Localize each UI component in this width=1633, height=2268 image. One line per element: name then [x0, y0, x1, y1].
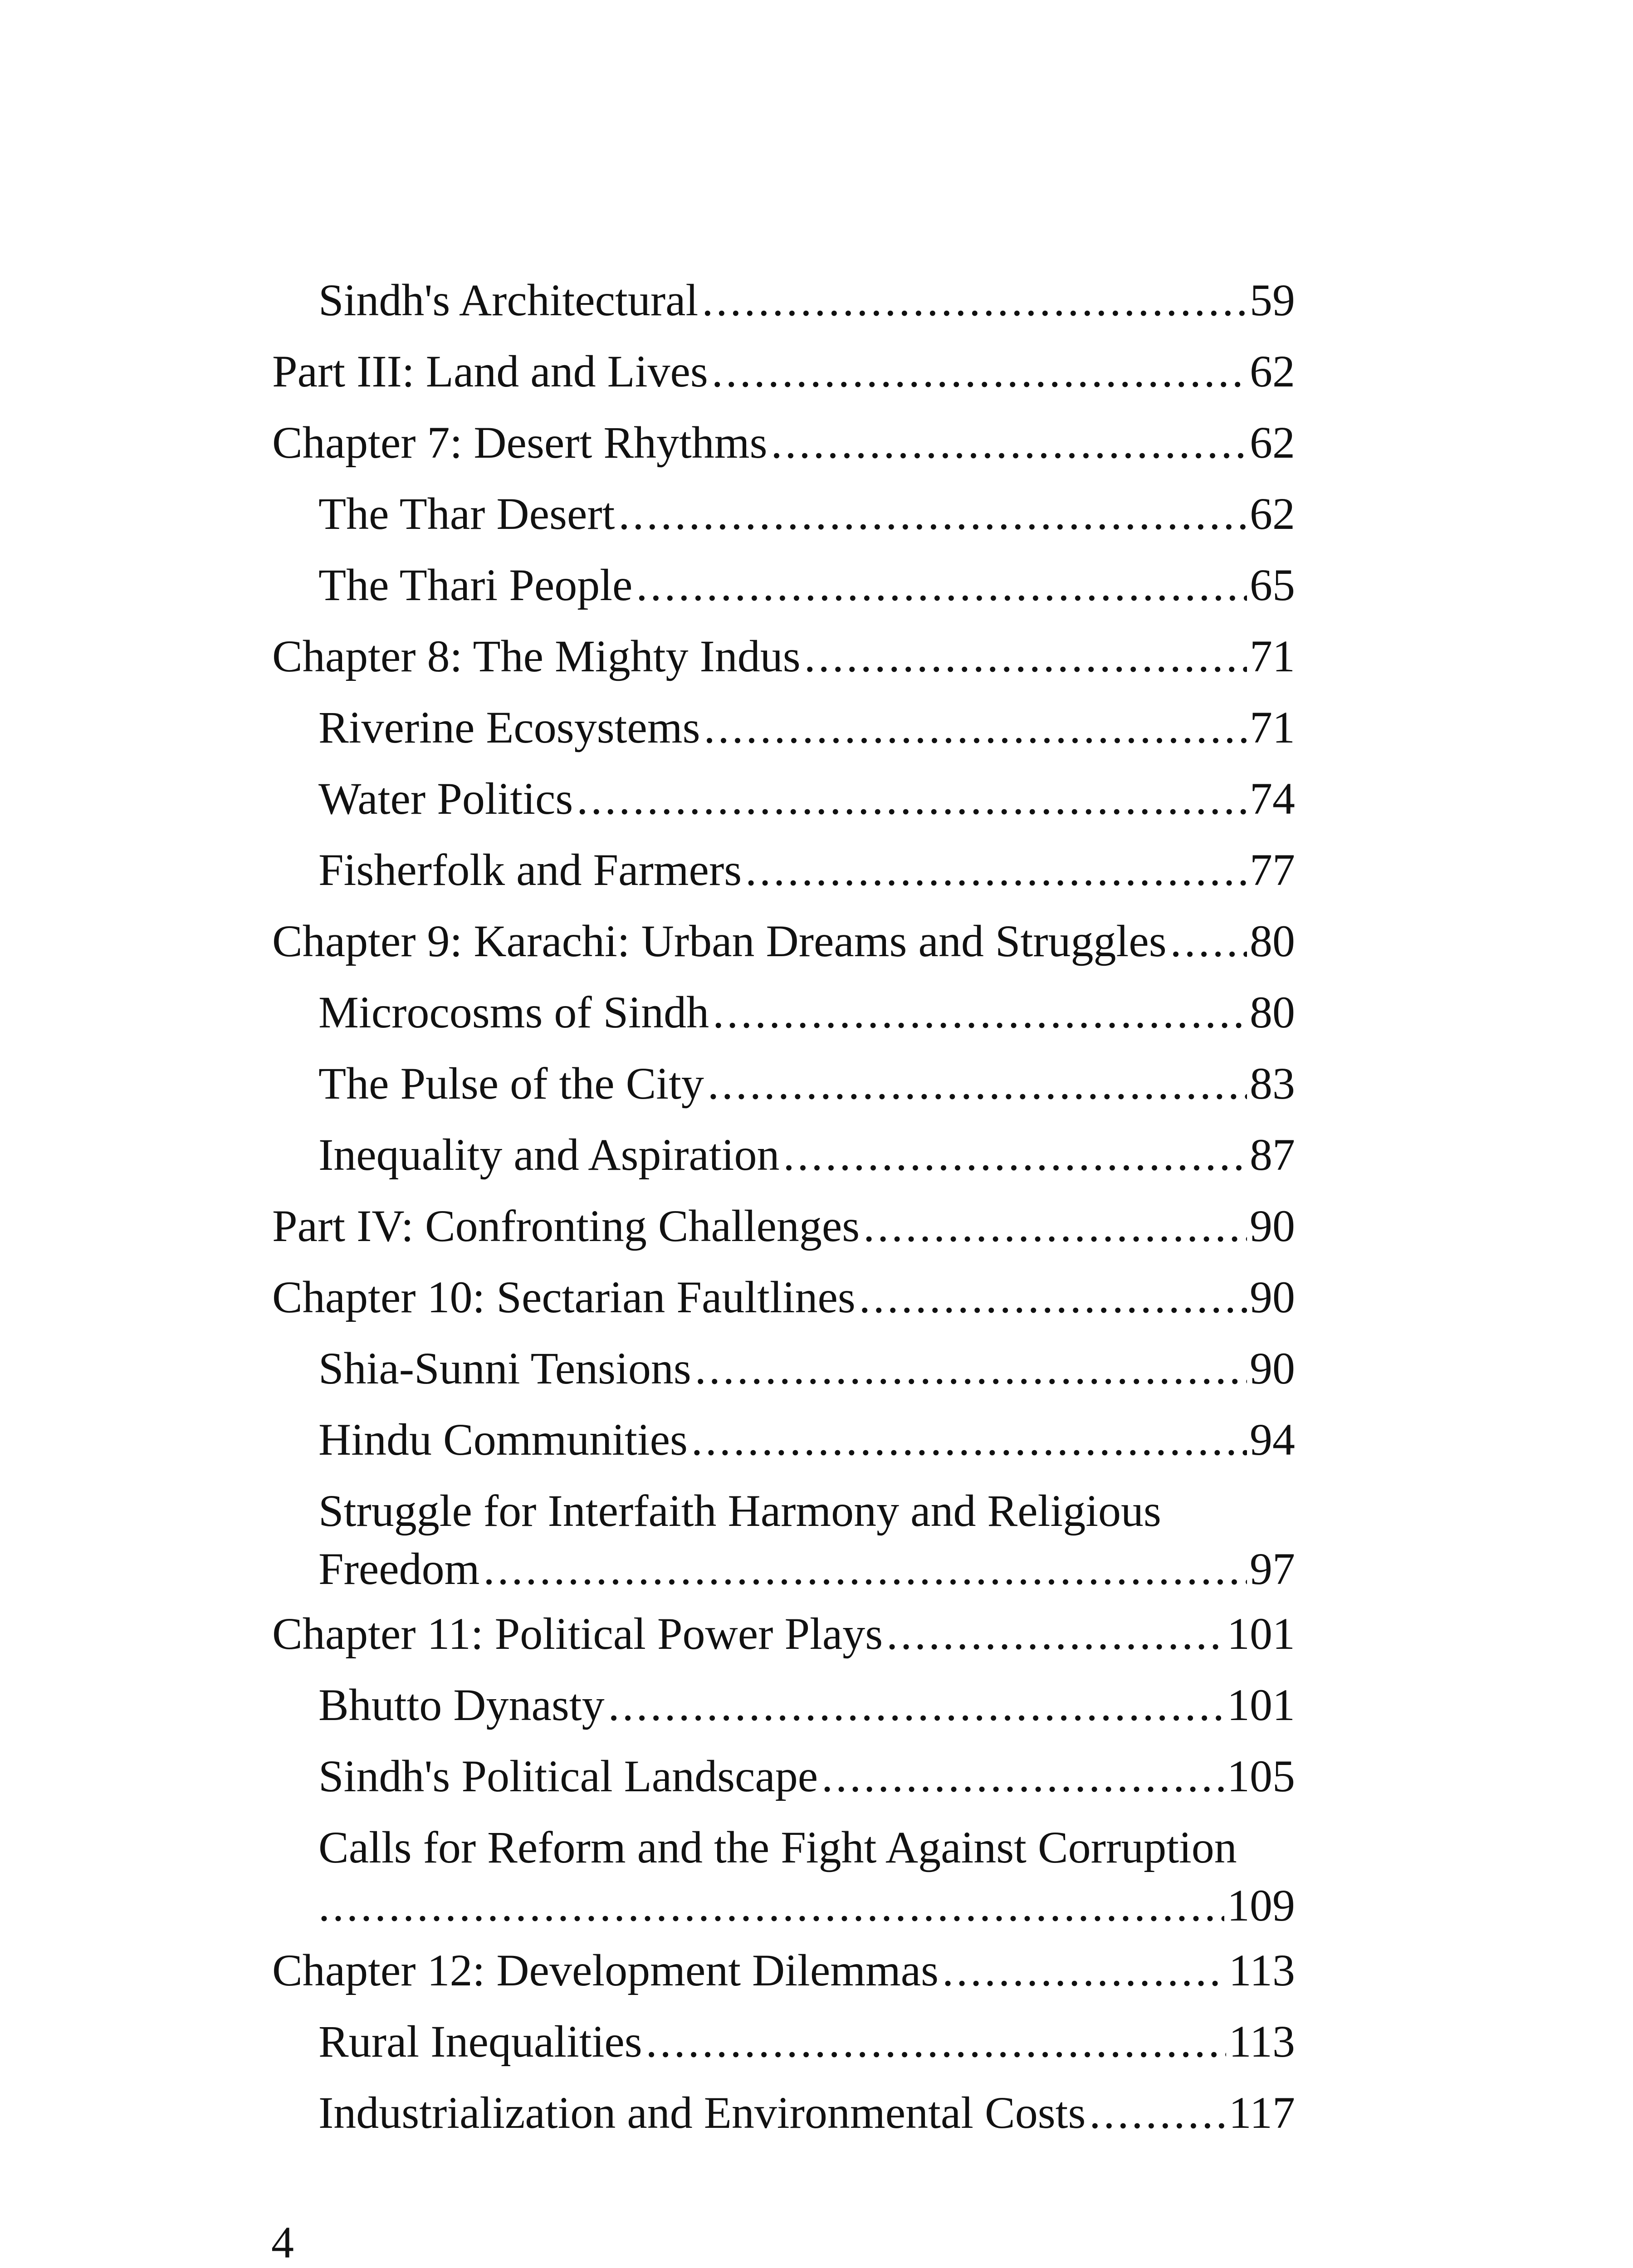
toc-entry-page: 83: [1250, 1058, 1295, 1109]
toc-entry[interactable]: [272, 271, 1295, 342]
toc-entry[interactable]: [272, 485, 1295, 556]
toc-entry-page: 62: [1250, 417, 1295, 468]
toc-entry-page: 105: [1227, 1751, 1295, 1801]
toc-entry-page: 109: [1227, 1880, 1295, 1931]
dot-leader: [745, 841, 1247, 899]
toc-entry[interactable]: [272, 1055, 1295, 1126]
toc-entry-page: 101: [1227, 1608, 1295, 1659]
toc-entry[interactable]: [272, 699, 1295, 770]
dot-leader: [1170, 912, 1247, 970]
toc-entry-title: Sindh's Architectural: [318, 275, 699, 325]
dot-leader: [771, 414, 1247, 472]
toc-entry-page: 101: [1227, 1680, 1295, 1730]
toc-entry-title: Bhutto Dynasty: [318, 1680, 605, 1730]
toc-entry-title: Chapter 10: Sectarian Faultlines: [272, 1272, 856, 1322]
dot-leader: [708, 1055, 1247, 1113]
toc-entry-title: Chapter 7: Desert Rhythms: [272, 417, 768, 468]
toc-entry-page: 62: [1250, 489, 1295, 539]
toc-entry-title: Inequality and Aspiration: [318, 1129, 780, 1180]
dot-leader: [821, 1747, 1224, 1805]
toc-entry-title: Sindh's Political Landscape: [318, 1751, 818, 1801]
toc-entry[interactable]: [272, 414, 1295, 485]
table-of-contents: [272, 271, 1295, 2155]
dot-leader: [863, 1197, 1247, 1255]
toc-entry[interactable]: [272, 983, 1295, 1055]
toc-entry-page: 90: [1250, 1272, 1295, 1322]
dot-leader: [695, 1339, 1247, 1398]
toc-entry[interactable]: [272, 1411, 1295, 1482]
toc-entry-title: Chapter 8: The Mighty Indus: [272, 631, 801, 681]
toc-entry-title: Microcosms of Sindh: [318, 987, 709, 1037]
toc-entry[interactable]: [272, 2013, 1295, 2084]
toc-entry-title-line2: Freedom: [318, 1544, 480, 1594]
toc-entry-page: 77: [1250, 845, 1295, 895]
toc-entry-title: The Thar Desert: [318, 489, 615, 539]
toc-entry-page: 113: [1228, 2016, 1295, 2067]
toc-entry-title: Riverine Ecosystems: [318, 702, 700, 753]
toc-entry[interactable]: [272, 912, 1295, 983]
dot-leader: [712, 342, 1247, 401]
toc-entry-page: 71: [1250, 631, 1295, 681]
toc-entry[interactable]: [272, 1676, 1295, 1747]
toc-entry[interactable]: [272, 1818, 1295, 1941]
toc-entry[interactable]: [272, 1482, 1295, 1605]
toc-entry-page: 90: [1250, 1343, 1295, 1393]
toc-entry-page: 94: [1250, 1414, 1295, 1465]
toc-entry-title: Rural Inequalities: [318, 2016, 642, 2067]
toc-entry-title: Industrialization and Environmental Costs: [318, 2087, 1086, 2138]
toc-entry-page: 80: [1250, 916, 1295, 966]
toc-entry-page: 62: [1250, 346, 1295, 396]
dot-leader: [318, 1877, 1224, 1935]
toc-entry[interactable]: [272, 1605, 1295, 1676]
page-number: 4: [271, 2217, 294, 2268]
toc-entry[interactable]: [272, 1941, 1295, 2013]
toc-entry[interactable]: [272, 841, 1295, 912]
dot-leader: [577, 770, 1247, 828]
dot-leader: [713, 983, 1247, 1041]
toc-entry-page: 113: [1228, 1945, 1295, 1995]
dot-leader: [618, 485, 1247, 543]
dot-leader: [1089, 2084, 1226, 2142]
toc-entry-title: The Pulse of the City: [318, 1058, 704, 1109]
toc-entry[interactable]: [272, 1339, 1295, 1411]
toc-entry-page: 117: [1228, 2087, 1295, 2138]
toc-entry-title: The Thari People: [318, 560, 633, 610]
toc-entry-page: 71: [1250, 702, 1295, 753]
toc-entry-page: 90: [1250, 1201, 1295, 1251]
toc-entry-page: 74: [1250, 773, 1295, 824]
dot-leader: [702, 271, 1247, 329]
toc-entry[interactable]: [272, 627, 1295, 699]
toc-entry-title-line1: Calls for Reform and the Fight Against Corruption: [318, 1822, 1237, 1872]
dot-leader: [804, 627, 1247, 685]
toc-entry-page: 87: [1250, 1129, 1295, 1180]
dot-leader: [942, 1941, 1226, 1999]
toc-entry-title: Part IV: Confronting Challenges: [272, 1201, 860, 1251]
dot-leader: [691, 1411, 1247, 1469]
toc-entry-page: 59: [1250, 275, 1295, 325]
toc-entry-title: Chapter 12: Development Dilemmas: [272, 1945, 939, 1995]
dot-leader: [483, 1540, 1247, 1598]
toc-entry[interactable]: [272, 342, 1295, 414]
toc-entry-title: Part III: Land and Lives: [272, 346, 708, 396]
dot-leader: [886, 1605, 1224, 1663]
toc-entry[interactable]: [272, 2084, 1295, 2155]
toc-entry-title: Hindu Communities: [318, 1414, 688, 1465]
toc-entry-title: Shia-Sunni Tensions: [318, 1343, 691, 1393]
dot-leader: [646, 2013, 1226, 2071]
dot-leader: [704, 699, 1247, 757]
toc-entry[interactable]: [272, 1268, 1295, 1339]
dot-leader: [636, 556, 1247, 614]
toc-entry[interactable]: [272, 1747, 1295, 1818]
toc-entry[interactable]: [272, 770, 1295, 841]
toc-entry[interactable]: [272, 1197, 1295, 1268]
toc-entry-title: Chapter 11: Political Power Plays: [272, 1608, 883, 1659]
toc-entry-page: 97: [1250, 1544, 1295, 1594]
toc-entry-title: Water Politics: [318, 773, 573, 824]
toc-entry-page: 65: [1250, 560, 1295, 610]
toc-entry-title: Fisherfolk and Farmers: [318, 845, 742, 895]
toc-entry-page: 80: [1250, 987, 1295, 1037]
dot-leader: [783, 1126, 1247, 1184]
dot-leader: [859, 1268, 1247, 1326]
toc-entry-title: Chapter 9: Karachi: Urban Dreams and Struggles: [272, 916, 1167, 966]
toc-entry[interactable]: [272, 556, 1295, 627]
toc-entry-title-line1: Struggle for Interfaith Harmony and Religious: [318, 1486, 1161, 1536]
dot-leader: [608, 1676, 1224, 1734]
toc-entry[interactable]: [272, 1126, 1295, 1197]
